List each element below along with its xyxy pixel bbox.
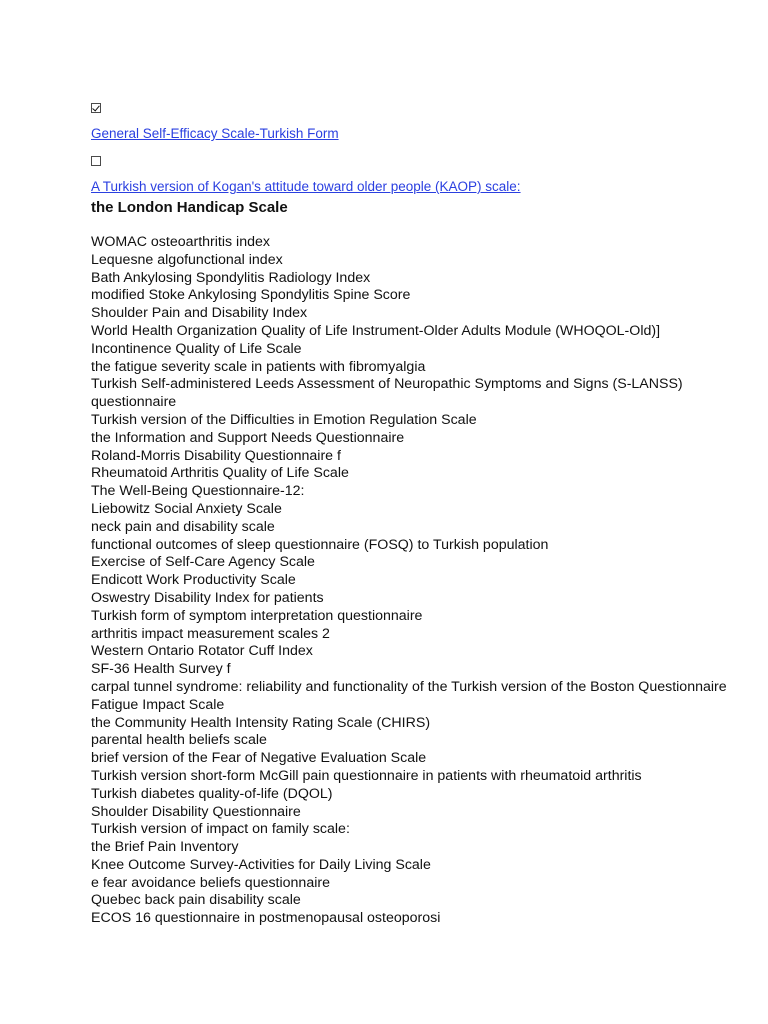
list-item: Knee Outcome Survey-Activities for Daily Living Scale: [91, 856, 431, 873]
list-item: functional outcomes of sleep questionnaire (FOSQ) to Turkish population: [91, 536, 549, 553]
list-item: carpal tunnel syndrome: reliability and functionality of the Turkish version of the Boston Questionnaire: [91, 678, 727, 695]
list-item: Fatigue Impact Scale: [91, 696, 225, 713]
list-item: Incontinence Quality of Life Scale: [91, 340, 302, 357]
list-item: the fatigue severity scale in patients with fibromyalgia: [91, 358, 426, 375]
list-item: brief version of the Fear of Negative Evaluation Scale: [91, 750, 427, 767]
checkbox-unchecked[interactable]: [91, 156, 101, 166]
list-item: Shoulder Pain and Disability Index: [91, 305, 308, 322]
list-item: Turkish version of impact on family scale:: [91, 821, 350, 838]
list-item: the Brief Pain Inventory: [91, 839, 239, 856]
list-item: Bath Ankylosing Spondylitis Radiology Index: [91, 269, 371, 286]
checkbox-row-1: [91, 96, 751, 120]
list-item: WOMAC osteoarthritis index: [91, 234, 270, 250]
list-item: The Well-Being Questionnaire-12:: [91, 483, 305, 500]
list-item: Lequesne algofunctional index: [91, 251, 283, 268]
checkbox-row-2: [91, 149, 751, 173]
list-item: Turkish Self-administered Leeds Assessment of Neuropathic Symptoms and Signs (S-LANSS) questionnaire: [91, 376, 683, 411]
list-item: arthritis impact measurement scales 2: [91, 625, 330, 642]
checkbox-checked[interactable]: [91, 103, 101, 113]
list-item: modified Stoke Ankylosing Spondylitis Spine Score: [91, 287, 411, 304]
list-item: neck pain and disability scale: [91, 518, 275, 535]
list-item: Turkish diabetes quality-of-life (DQOL): [91, 785, 333, 802]
list-item: the Community Health Intensity Rating Scale (CHIRS): [91, 714, 431, 731]
list-item: World Health Organization Quality of Life Instrument-Older Adults Module (WHOQOL-Old)]: [91, 322, 661, 339]
list-item: the Information and Support Needs Questionnaire: [91, 429, 405, 446]
list-item: Western Ontario Rotator Cuff Index: [91, 643, 313, 660]
list-item: Turkish form of symptom interpretation questionnaire: [91, 607, 423, 624]
list-item: Turkish version of the Difficulties in Emotion Regulation Scale: [91, 411, 477, 428]
list-item: e fear avoidance beliefs questionnaire: [91, 874, 330, 891]
list-item: SF-36 Health Survey f: [91, 661, 231, 678]
list-item: parental health beliefs scale: [91, 732, 267, 749]
link-kaop-scale[interactable]: A Turkish version of Kogan's attitude toward older people (KAOP) scale:: [91, 179, 521, 194]
link-general-self-efficacy-scale[interactable]: General Self-Efficacy Scale-Turkish Form: [91, 126, 339, 141]
list-item: Rheumatoid Arthritis Quality of Life Scale: [91, 465, 349, 482]
section-heading: the London Handicap Scale: [91, 199, 288, 216]
list-item: ECOS 16 questionnaire in postmenopausal osteoporosi: [91, 910, 441, 927]
list-item: Roland-Morris Disability Questionnaire f: [91, 447, 341, 464]
document-page: [91, 96, 751, 928]
list-item: Shoulder Disability Questionnaire: [91, 803, 301, 820]
list-item: Exercise of Self-Care Agency Scale: [91, 554, 315, 571]
scale-list: [91, 234, 751, 928]
list-item: Endicott Work Productivity Scale: [91, 572, 296, 589]
list-item: Quebec back pain disability scale: [91, 892, 301, 909]
list-item: Turkish version short-form McGill pain questionnaire in patients with rheumatoid arthritis: [91, 767, 642, 784]
list-item: Liebowitz Social Anxiety Scale: [91, 500, 282, 517]
list-item: Oswestry Disability Index for patients: [91, 589, 324, 606]
